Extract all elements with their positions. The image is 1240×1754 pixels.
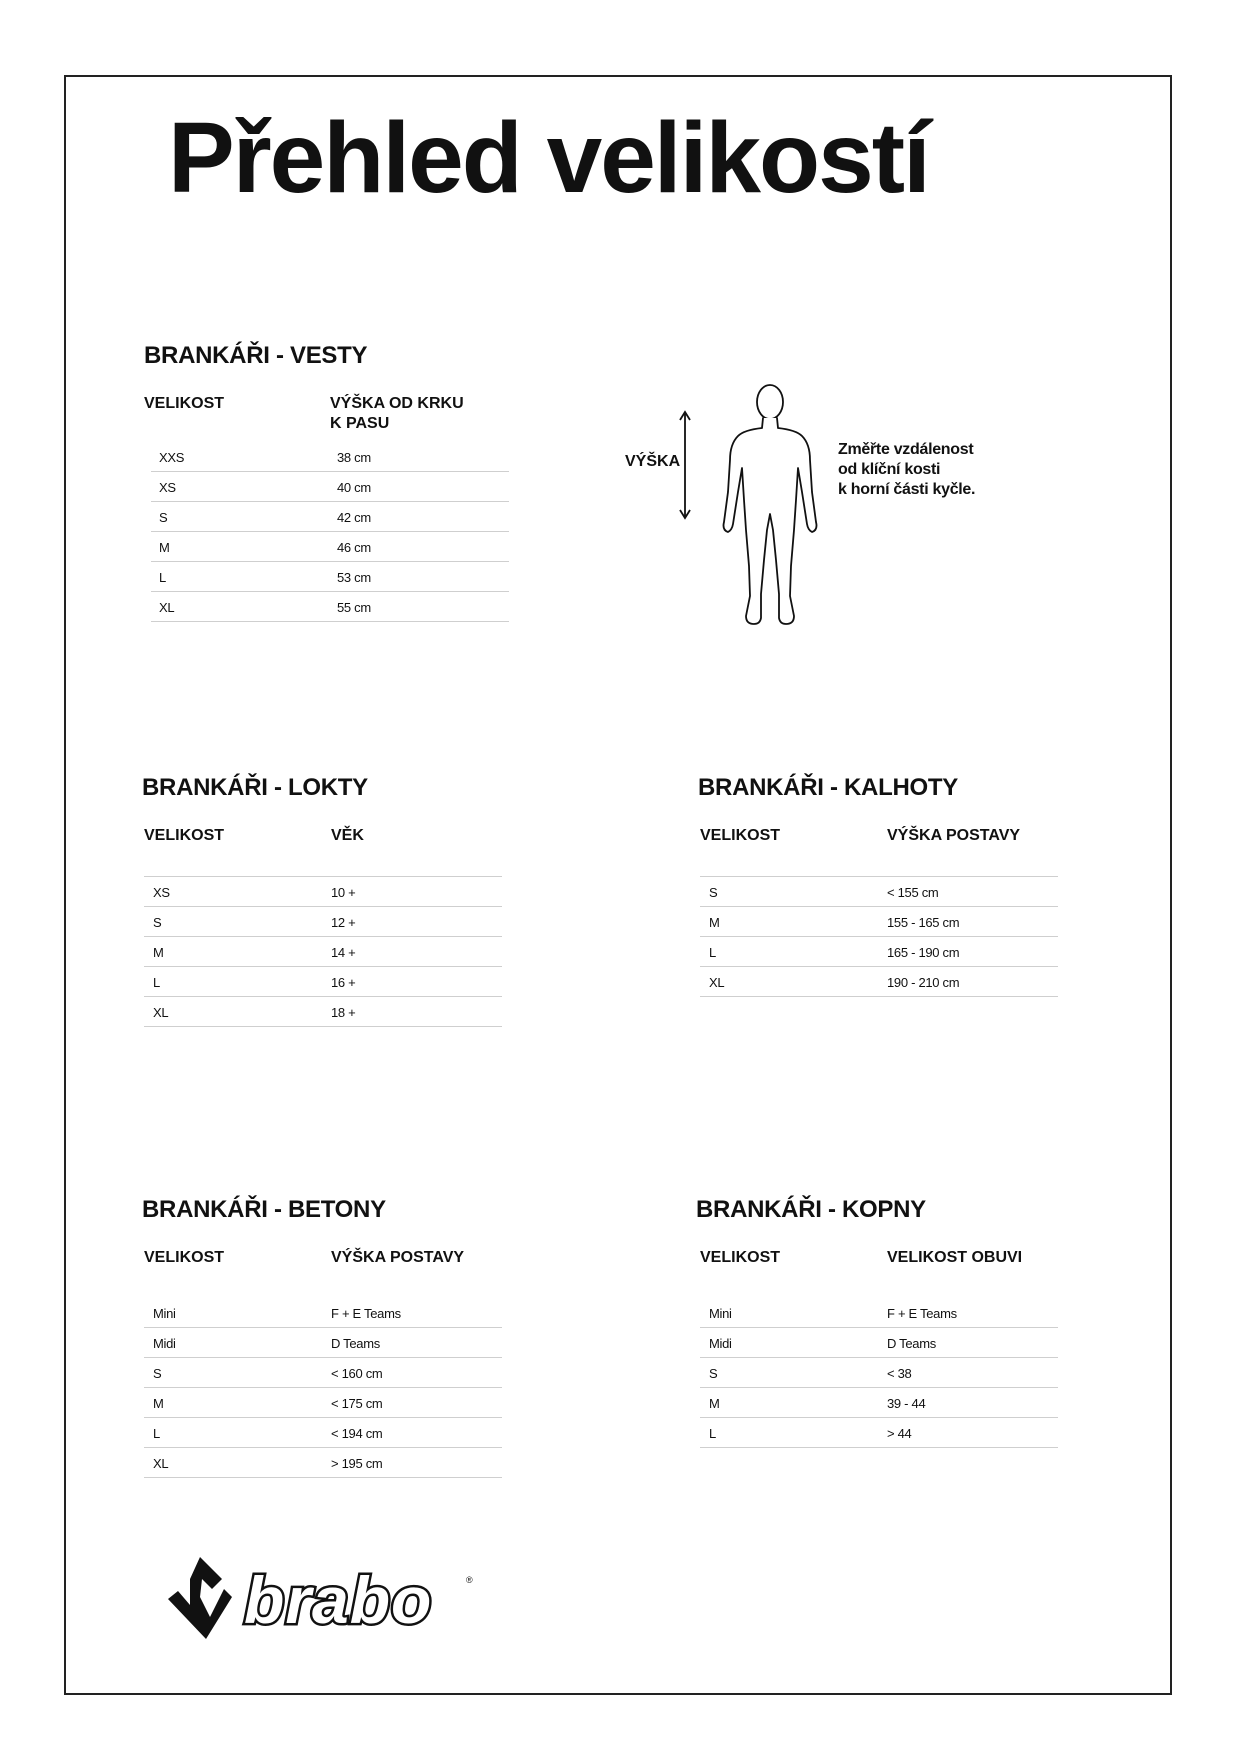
size-cell: XS (153, 885, 170, 900)
table-row (144, 1298, 502, 1328)
table-row (144, 997, 502, 1027)
value-cell: 18 + (331, 1005, 356, 1020)
size-cell: XXS (159, 450, 185, 465)
table-row (700, 1328, 1058, 1358)
note-line: Změřte vzdálenost (838, 441, 974, 458)
value-cell: 39 - 44 (887, 1396, 926, 1411)
table-row (700, 1388, 1058, 1418)
column-header-value: VÝŠKA POSTAVY (887, 827, 1021, 844)
column-header-size: VELIKOST (700, 827, 781, 844)
section-betony (142, 1196, 522, 1471)
value-cell: < 175 cm (331, 1396, 383, 1411)
size-cell: XL (153, 1456, 169, 1471)
section-kopny (696, 1196, 1076, 1441)
table-row (700, 1298, 1058, 1328)
size-cell: XS (159, 480, 176, 495)
size-cell: Midi (153, 1336, 176, 1351)
table-row (144, 1388, 502, 1418)
value-cell: F + E Teams (887, 1306, 957, 1321)
size-cell: S (159, 510, 168, 525)
table-row (700, 907, 1058, 937)
value-cell: 38 cm (337, 450, 371, 465)
table-row (144, 1328, 502, 1358)
note-line: od klíční kosti (838, 461, 941, 478)
note-line: k horní části kyčle. (838, 481, 976, 498)
human-silhouette-icon (716, 380, 824, 628)
size-cell: Midi (709, 1336, 732, 1351)
value-cell: < 194 cm (331, 1426, 383, 1441)
value-cell: < 160 cm (331, 1366, 383, 1381)
size-cell: M (709, 1396, 720, 1411)
table-row (144, 1418, 502, 1448)
height-arrow-icon (678, 410, 692, 520)
section-lokty (142, 774, 522, 1020)
size-cell: L (153, 975, 160, 990)
value-cell: 42 cm (337, 510, 371, 525)
value-cell: D Teams (887, 1336, 936, 1351)
size-cell: M (159, 540, 170, 555)
size-cell: S (153, 915, 162, 930)
size-table (700, 876, 1058, 997)
column-header-value (330, 394, 464, 434)
table-row (700, 1358, 1058, 1388)
size-table (144, 876, 502, 1027)
table-row (700, 967, 1058, 997)
table-row (144, 1448, 502, 1478)
table-row (151, 442, 509, 472)
value-cell: 53 cm (337, 570, 371, 585)
measure-label: VÝŠKA (625, 453, 681, 470)
logo-wordmark: brabo (244, 1563, 433, 1637)
column-header-value: VELIKOST OBUVI (887, 1249, 1023, 1266)
size-cell: L (709, 1426, 716, 1441)
size-cell: M (153, 1396, 164, 1411)
value-cell: < 38 (887, 1366, 912, 1381)
size-table (700, 1298, 1058, 1448)
column-header-size: VELIKOST (144, 395, 225, 412)
table-row (151, 592, 509, 622)
size-cell: Mini (709, 1306, 732, 1321)
size-cell: M (709, 915, 720, 930)
size-table (151, 442, 509, 622)
value-cell: 190 - 210 cm (887, 975, 960, 990)
column-header-line: VÝŠKA OD KRKU (330, 395, 464, 412)
value-cell: 16 + (331, 975, 356, 990)
table-row (151, 472, 509, 502)
measure-instructions (838, 440, 1018, 500)
value-cell: > 44 (887, 1426, 912, 1441)
value-cell: F + E Teams (331, 1306, 401, 1321)
value-cell: D Teams (331, 1336, 380, 1351)
column-header-size: VELIKOST (144, 1249, 225, 1266)
size-cell: XL (153, 1005, 169, 1020)
table-row (144, 1358, 502, 1388)
size-cell: S (709, 885, 718, 900)
value-cell: 10 + (331, 885, 356, 900)
size-cell: S (153, 1366, 162, 1381)
size-cell: XL (159, 600, 175, 615)
table-row (700, 937, 1058, 967)
column-header-line: K PASU (330, 415, 390, 432)
size-cell: L (159, 570, 166, 585)
size-cell: M (153, 945, 164, 960)
section-heading: BRANKÁŘI - KOPNY (696, 1196, 926, 1223)
value-cell: 14 + (331, 945, 356, 960)
column-header-value: VĚK (331, 827, 364, 844)
table-row (151, 502, 509, 532)
brabo-logo (166, 1553, 486, 1643)
value-cell: 165 - 190 cm (887, 945, 960, 960)
section-vesty (144, 342, 524, 615)
table-row (151, 532, 509, 562)
table-row (151, 562, 509, 592)
table-row (144, 877, 502, 907)
column-header-size: VELIKOST (144, 827, 225, 844)
registered-mark: ® (466, 1575, 473, 1585)
section-heading: BRANKÁŘI - KALHOTY (698, 774, 958, 801)
size-cell: L (153, 1426, 160, 1441)
value-cell: 40 cm (337, 480, 371, 495)
value-cell: 155 - 165 cm (887, 915, 960, 930)
section-heading: BRANKÁŘI - BETONY (142, 1196, 386, 1223)
section-heading: BRANKÁŘI - VESTY (144, 342, 368, 369)
size-cell: XL (709, 975, 725, 990)
section-kalhoty (698, 774, 1078, 990)
column-header-value: VÝŠKA POSTAVY (331, 1249, 465, 1266)
size-cell: Mini (153, 1306, 176, 1321)
page-title: Přehled velikostí (168, 102, 929, 214)
value-cell: 12 + (331, 915, 356, 930)
table-row (700, 1418, 1058, 1448)
size-cell: L (709, 945, 716, 960)
measurement-figure (618, 380, 1018, 640)
value-cell: 46 cm (337, 540, 371, 555)
table-row (144, 907, 502, 937)
table-row (700, 877, 1058, 907)
value-cell: < 155 cm (887, 885, 939, 900)
section-heading: BRANKÁŘI - LOKTY (142, 774, 368, 801)
table-row (144, 937, 502, 967)
table-row (144, 967, 502, 997)
value-cell: > 195 cm (331, 1456, 383, 1471)
size-cell: S (709, 1366, 718, 1381)
value-cell: 55 cm (337, 600, 371, 615)
brabo-mark-icon (168, 1557, 232, 1639)
size-table (144, 1298, 502, 1478)
column-header-size: VELIKOST (700, 1249, 781, 1266)
